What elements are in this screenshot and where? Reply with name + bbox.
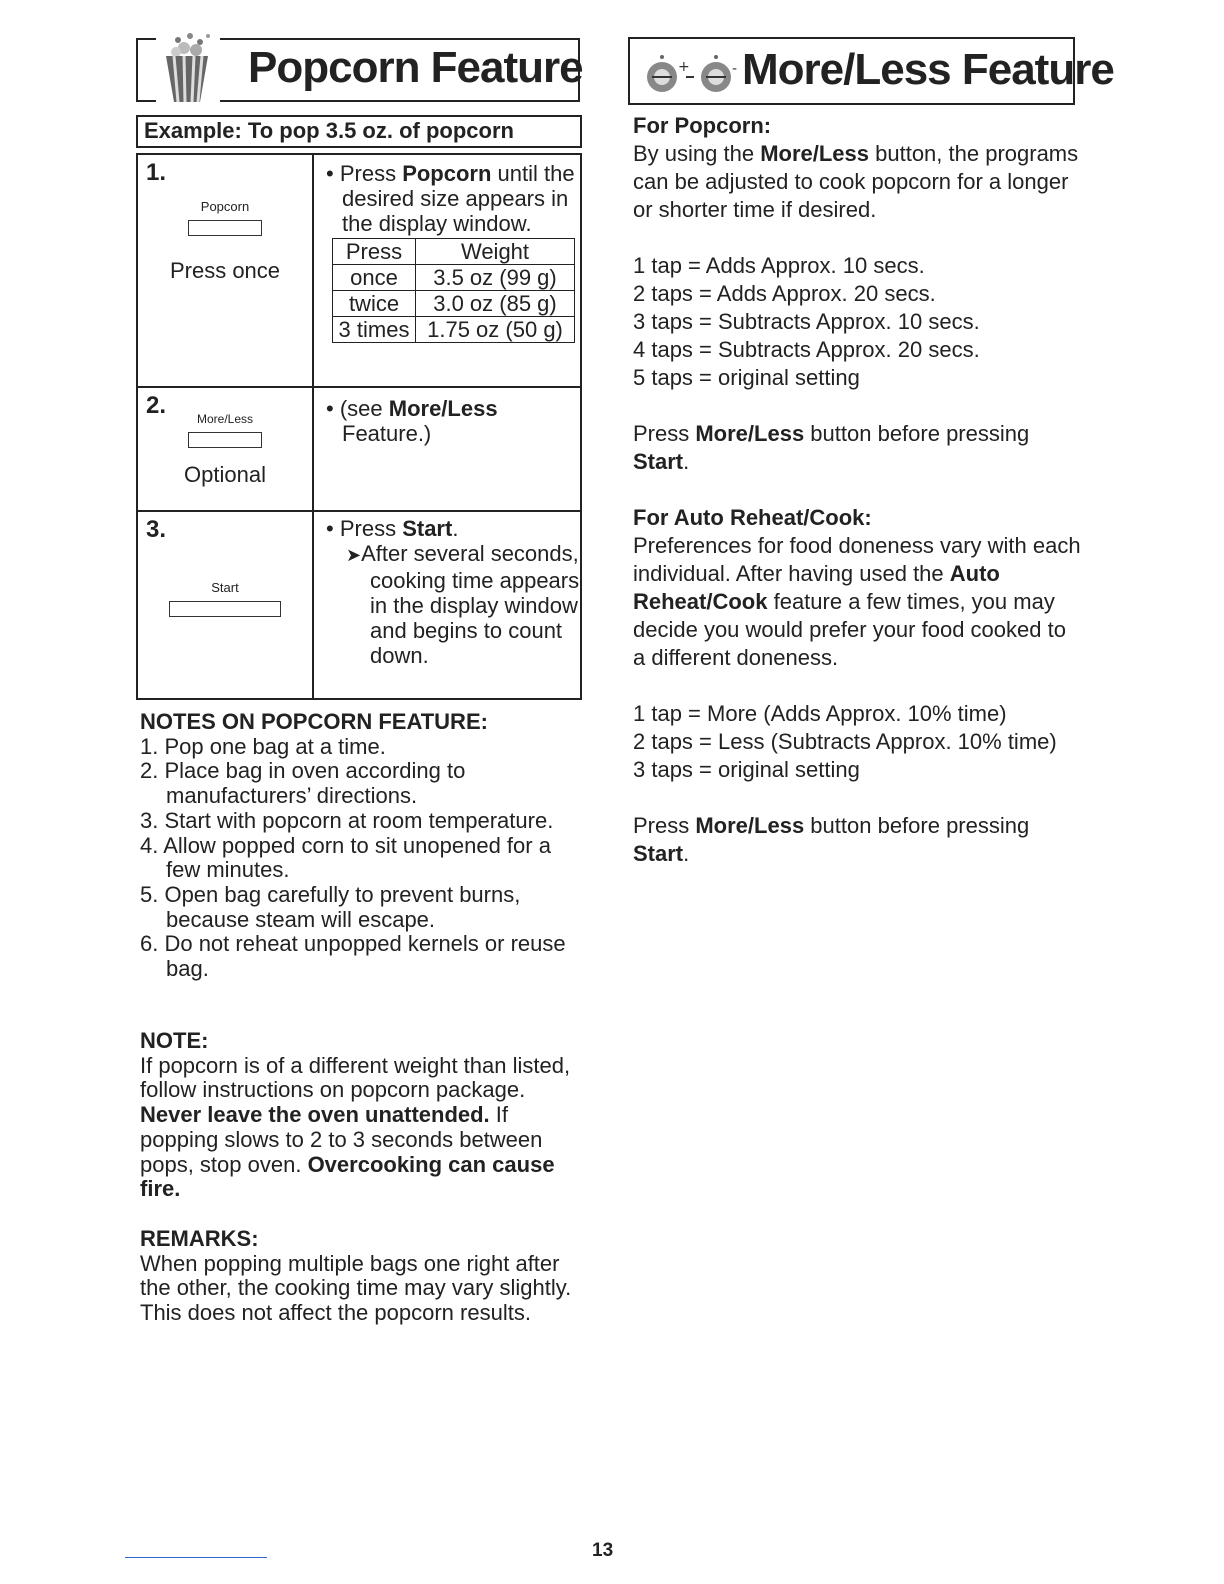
press-instruction: Press More/Less button before pressing Start. [633,421,1030,474]
step-instruction: • (see More/Less Feature.) [326,396,498,446]
step-3-row [137,511,581,699]
weight-cell: 3.0 oz (85 g) [416,291,575,317]
svg-text:-: - [732,61,738,77]
step-2-row [137,387,581,511]
tap-line: 3 taps = original setting [633,757,860,782]
popcorn-subheading: For Popcorn: [633,113,772,138]
notes-list [140,735,580,982]
remarks-text: When popping multiple bags one right after the other, the cooking time may vary slightly. This does not affect the popcorn results. [140,1250,572,1326]
popcorn-title: Popcorn Feature [248,43,583,92]
note-heading: NOTE: [140,1028,209,1053]
remarks-heading: REMARKS: [140,1226,259,1251]
popcorn-note [140,1029,580,1202]
more-less-button [188,432,262,448]
list-item: 1. Pop one bag at a time. [140,733,386,759]
step-caption: Press once [169,258,281,283]
step-instruction: • Press Popcorn until the desired size appears in the display window. [326,161,575,236]
weight-cell: 3.5 oz (99 g) [416,265,575,291]
start-button [169,601,281,617]
list-item: 4. Allow popped corn to sit unopened for a few minutes. [140,832,551,883]
more-less-dial-icon [638,49,742,101]
tap-line: 1 tap = More (Adds Approx. 10% time) [633,701,1007,726]
start-button-label: Start [211,580,239,595]
step-number: 1. [146,159,167,186]
list-item: 2. Place bag in oven according to manufacturers’ directions. [140,758,466,809]
popcorn-notes [140,710,580,982]
popcorn-button-label: Popcorn [200,199,250,214]
page-number: 13 [592,1540,614,1561]
popcorn-remarks [140,1227,580,1326]
popcorn-bucket-icon [154,30,220,104]
weight-header: Weight [416,239,575,265]
notes-heading: NOTES ON POPCORN FEATURE: [140,709,488,734]
more-less-body [633,112,1083,868]
popcorn-steps-table [136,153,582,700]
tap-line: 2 taps = Adds Approx. 20 secs. [633,281,936,306]
tap-line: 2 taps = Less (Subtracts Approx. 10% time) [633,729,1057,754]
note-text: If popcorn is of a different weight than listed, follow instructions on popcorn package. Never leave the oven unattended. If popping slows to 2 to 3 seconds between pops, stop oven. Overcooking can cause fire. [140,1052,571,1202]
press-instruction: Press More/Less button before pressing Start. [633,813,1030,866]
auto-intro: Preferences for food doneness vary with each individual. After having used the Auto Reheat/Cook feature a few times, you may decide you would prefer your food cooked to a different doneness. [633,533,1081,670]
arrow-icon: ➤ [346,545,362,565]
tap-line: 4 taps = Subtracts Approx. 20 secs. [633,337,980,362]
step-number: 3. [146,516,167,543]
popcorn-button [188,220,262,236]
more-less-header [628,37,1114,105]
svg-text:+: + [678,59,690,75]
popcorn-intro: By using the More/Less button, the programs can be adjusted to cook popcorn for a longer or shorter time if desired. [633,141,1079,222]
footer-rule [125,1557,267,1558]
step-instruction: • Press Start. [326,516,459,541]
popcorn-header [136,36,582,104]
tap-line: 1 tap = Adds Approx. 10 secs. [633,253,925,278]
weight-cell: once [333,265,416,291]
weight-table [332,238,575,343]
step-number: 2. [146,392,167,419]
weight-cell: 3 times [333,317,416,343]
list-item: 5. Open bag carefully to prevent burns, because steam will escape. [140,881,521,932]
auto-subheading: For Auto Reheat/Cook: [633,505,872,530]
weight-cell: twice [333,291,416,317]
tap-line: 5 taps = original setting [633,365,860,390]
step-1-row [137,154,581,387]
weight-cell: 1.75 oz (50 g) [416,317,575,343]
more-less-title: More/Less Feature [742,45,1114,94]
step-caption: Optional [184,462,266,487]
more-less-button-label: More/Less [196,412,254,426]
tap-line: 3 taps = Subtracts Approx. 10 secs. [633,309,980,334]
weight-header: Press [333,239,416,265]
popcorn-example: Example: To pop 3.5 oz. of popcorn [136,115,582,148]
list-item: 6. Do not reheat unpopped kernels or reuse bag. [140,931,566,982]
step-sub-instruction: ➤After several seconds, cooking time appears in the display window and begins to count down. [346,541,580,668]
list-item: 3. Start with popcorn at room temperature. [140,807,554,833]
